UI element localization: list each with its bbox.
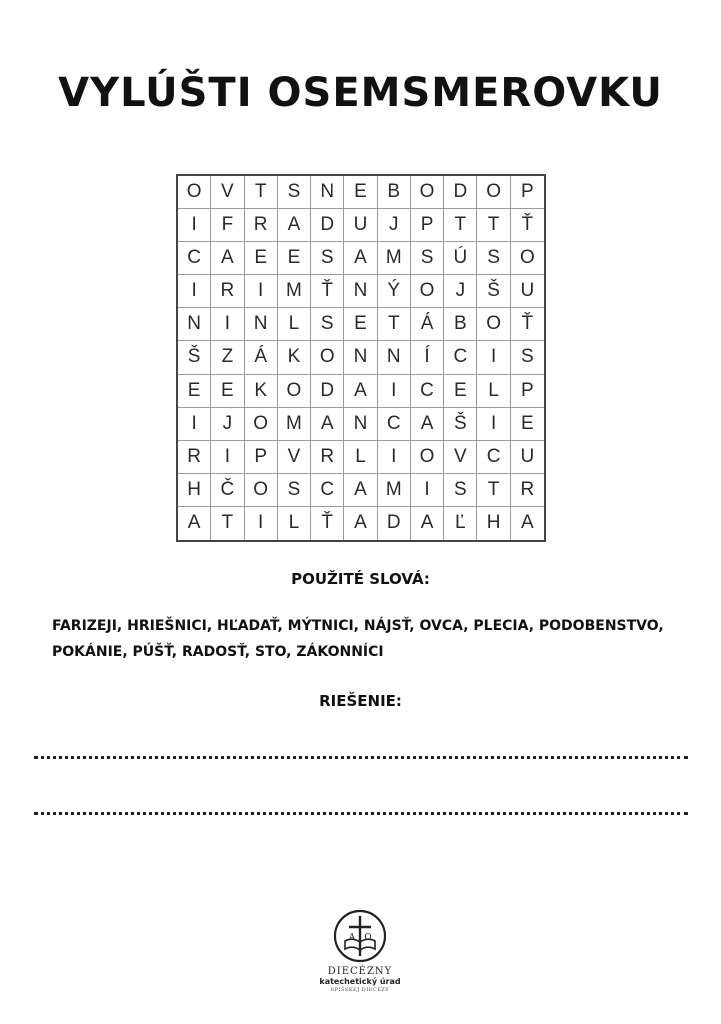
grid-cell: S [511, 341, 544, 374]
grid-cell: S [411, 242, 444, 275]
alpha-omega-book-cross-icon [332, 908, 388, 964]
grid-cell: Á [245, 341, 278, 374]
grid-cell: A [211, 242, 244, 275]
grid-cell: Í [411, 341, 444, 374]
grid-cell: I [178, 209, 211, 242]
grid-cell: Š [477, 275, 510, 308]
grid-cell: A [344, 474, 377, 507]
grid-cell: D [311, 209, 344, 242]
grid-cell: I [477, 341, 510, 374]
grid-cell: E [344, 176, 377, 209]
solution-answer-line-2 [34, 812, 688, 815]
grid-cell: L [344, 441, 377, 474]
page-title: VYLÚŠTI OSEMSMEROVKU [58, 70, 663, 116]
logo-text-diecezny: DIECÉZNY [327, 966, 393, 977]
grid-cell: I [411, 474, 444, 507]
grid-cell: N [344, 408, 377, 441]
used-words-line-2: POKÁNIE, PÚŠŤ, RADOSŤ, STO, ZÁKONNÍCI [52, 644, 384, 660]
grid-cell: O [411, 275, 444, 308]
grid-cell: O [178, 176, 211, 209]
grid-cell: R [178, 441, 211, 474]
grid-cell: A [411, 408, 444, 441]
used-words-list [52, 613, 702, 665]
grid-cell: U [511, 441, 544, 474]
grid-cell: Z [211, 341, 244, 374]
grid-cell: B [378, 176, 411, 209]
grid-cell: A [344, 375, 377, 408]
grid-cell: T [245, 176, 278, 209]
grid-cell: D [378, 507, 411, 540]
grid-cell: V [278, 441, 311, 474]
grid-cell: C [411, 375, 444, 408]
grid-cell: I [477, 408, 510, 441]
grid-cell: T [477, 209, 510, 242]
grid-cell: O [411, 441, 444, 474]
grid-cell: P [511, 176, 544, 209]
grid-cell: T [211, 507, 244, 540]
logo-text-katecheticky-urad: katechetický úrad [319, 977, 401, 986]
grid-cell: A [521, 512, 534, 534]
grid-cell: I [178, 275, 211, 308]
grid-cell: A [344, 507, 377, 540]
solution-heading: RIEŠENIE: [319, 692, 402, 710]
grid-cell: U [344, 209, 377, 242]
grid-cell: T [477, 474, 510, 507]
grid-cell: F [211, 209, 244, 242]
used-words-line-1: FARIZEJI, HRIEŠNICI, HĽADAŤ, MÝTNICI, NÁJSŤ, OVCA, PLECIA, PODOBENSTVO, [52, 618, 664, 634]
grid-cell: Ť [511, 209, 544, 242]
grid-cell: Ú [444, 242, 477, 275]
grid-cell: E [511, 408, 544, 441]
grid-cell: S [278, 474, 311, 507]
grid-cell: V [211, 176, 244, 209]
grid-cell: A [278, 209, 311, 242]
grid-cell: H [178, 474, 211, 507]
grid-cell: J [378, 209, 411, 242]
grid-cell: S [477, 242, 510, 275]
grid-cell: I [245, 507, 278, 540]
grid-cell: O [278, 375, 311, 408]
grid-cell: L [278, 507, 311, 540]
used-words-heading: POUŽITÉ SLOVÁ: [291, 570, 430, 588]
grid-cell: I [378, 441, 411, 474]
grid-cell: I [211, 308, 244, 341]
word-search-cells [178, 176, 544, 540]
grid-cell: T [444, 209, 477, 242]
grid-cell: A [178, 507, 211, 540]
grid-cell: O [411, 176, 444, 209]
grid-cell: I [178, 408, 211, 441]
grid-cell: A [344, 242, 377, 275]
grid-cell: M [278, 275, 311, 308]
grid-cell: O [477, 176, 510, 209]
grid-cell: Ť [511, 308, 544, 341]
grid-cell: R [245, 209, 278, 242]
logo-alpha: A [348, 933, 356, 943]
grid-cell: I [211, 441, 244, 474]
grid-cell: R [511, 474, 544, 507]
grid-cell: E [344, 308, 377, 341]
grid-cell: Ý [378, 275, 411, 308]
grid-cell: S [444, 474, 477, 507]
logo-text-spisskej-diecezy: SPIŠSKEJ DIECÉZY [330, 987, 390, 993]
grid-cell: O [311, 341, 344, 374]
grid-cell: C [178, 242, 211, 275]
grid-cell: E [278, 242, 311, 275]
grid-cell: L [278, 308, 311, 341]
solution-answer-line-1 [34, 756, 688, 759]
grid-cell: M [278, 408, 311, 441]
grid-cell: N [344, 341, 377, 374]
grid-cell: E [211, 375, 244, 408]
grid-cell: E [178, 375, 211, 408]
grid-cell: R [311, 441, 344, 474]
grid-cell: K [245, 375, 278, 408]
grid-cell: C [311, 474, 344, 507]
grid-cell: A [411, 507, 444, 540]
grid-cell: Č [211, 474, 244, 507]
grid-cell: S [278, 176, 311, 209]
grid-cell: S [311, 242, 344, 275]
grid-cell: P [411, 209, 444, 242]
grid-cell: N [344, 275, 377, 308]
grid-cell: V [444, 441, 477, 474]
diocesan-catechetical-office-logo [310, 908, 410, 1016]
grid-cell: E [444, 375, 477, 408]
grid-cell: D [311, 375, 344, 408]
grid-cell: H [477, 507, 510, 540]
logo-omega: Ω [364, 933, 372, 943]
grid-cell: E [245, 242, 278, 275]
grid-cell: S [311, 308, 344, 341]
grid-cell: J [211, 408, 244, 441]
word-search-grid [176, 174, 546, 542]
grid-cell: N [245, 308, 278, 341]
grid-cell: J [444, 275, 477, 308]
grid-cell: U [511, 275, 544, 308]
grid-cell: O [511, 242, 544, 275]
grid-cell: C [378, 408, 411, 441]
grid-cell: A [311, 408, 344, 441]
grid-cell: O [477, 308, 510, 341]
grid-cell: M [378, 474, 411, 507]
grid-cell: I [378, 375, 411, 408]
grid-cell: N [178, 308, 211, 341]
grid-cell: Ť [311, 507, 344, 540]
grid-cell: P [511, 375, 544, 408]
grid-cell: P [245, 441, 278, 474]
grid-cell: C [477, 441, 510, 474]
grid-cell: C [444, 341, 477, 374]
grid-cell: L [477, 375, 510, 408]
grid-cell: Ľ [444, 507, 477, 540]
grid-cell: Ť [311, 275, 344, 308]
grid-cell: B [444, 308, 477, 341]
grid-cell: K [278, 341, 311, 374]
grid-cell: R [211, 275, 244, 308]
grid-cell: N [378, 341, 411, 374]
grid-cell: T [378, 308, 411, 341]
grid-cell: Á [411, 308, 444, 341]
grid-cell: Š [178, 341, 211, 374]
grid-cell: N [311, 176, 344, 209]
grid-cell: I [245, 275, 278, 308]
grid-cell: O [245, 408, 278, 441]
grid-cell: O [245, 474, 278, 507]
grid-cell: M [378, 242, 411, 275]
grid-cell: D [444, 176, 477, 209]
grid-cell: Š [444, 408, 477, 441]
